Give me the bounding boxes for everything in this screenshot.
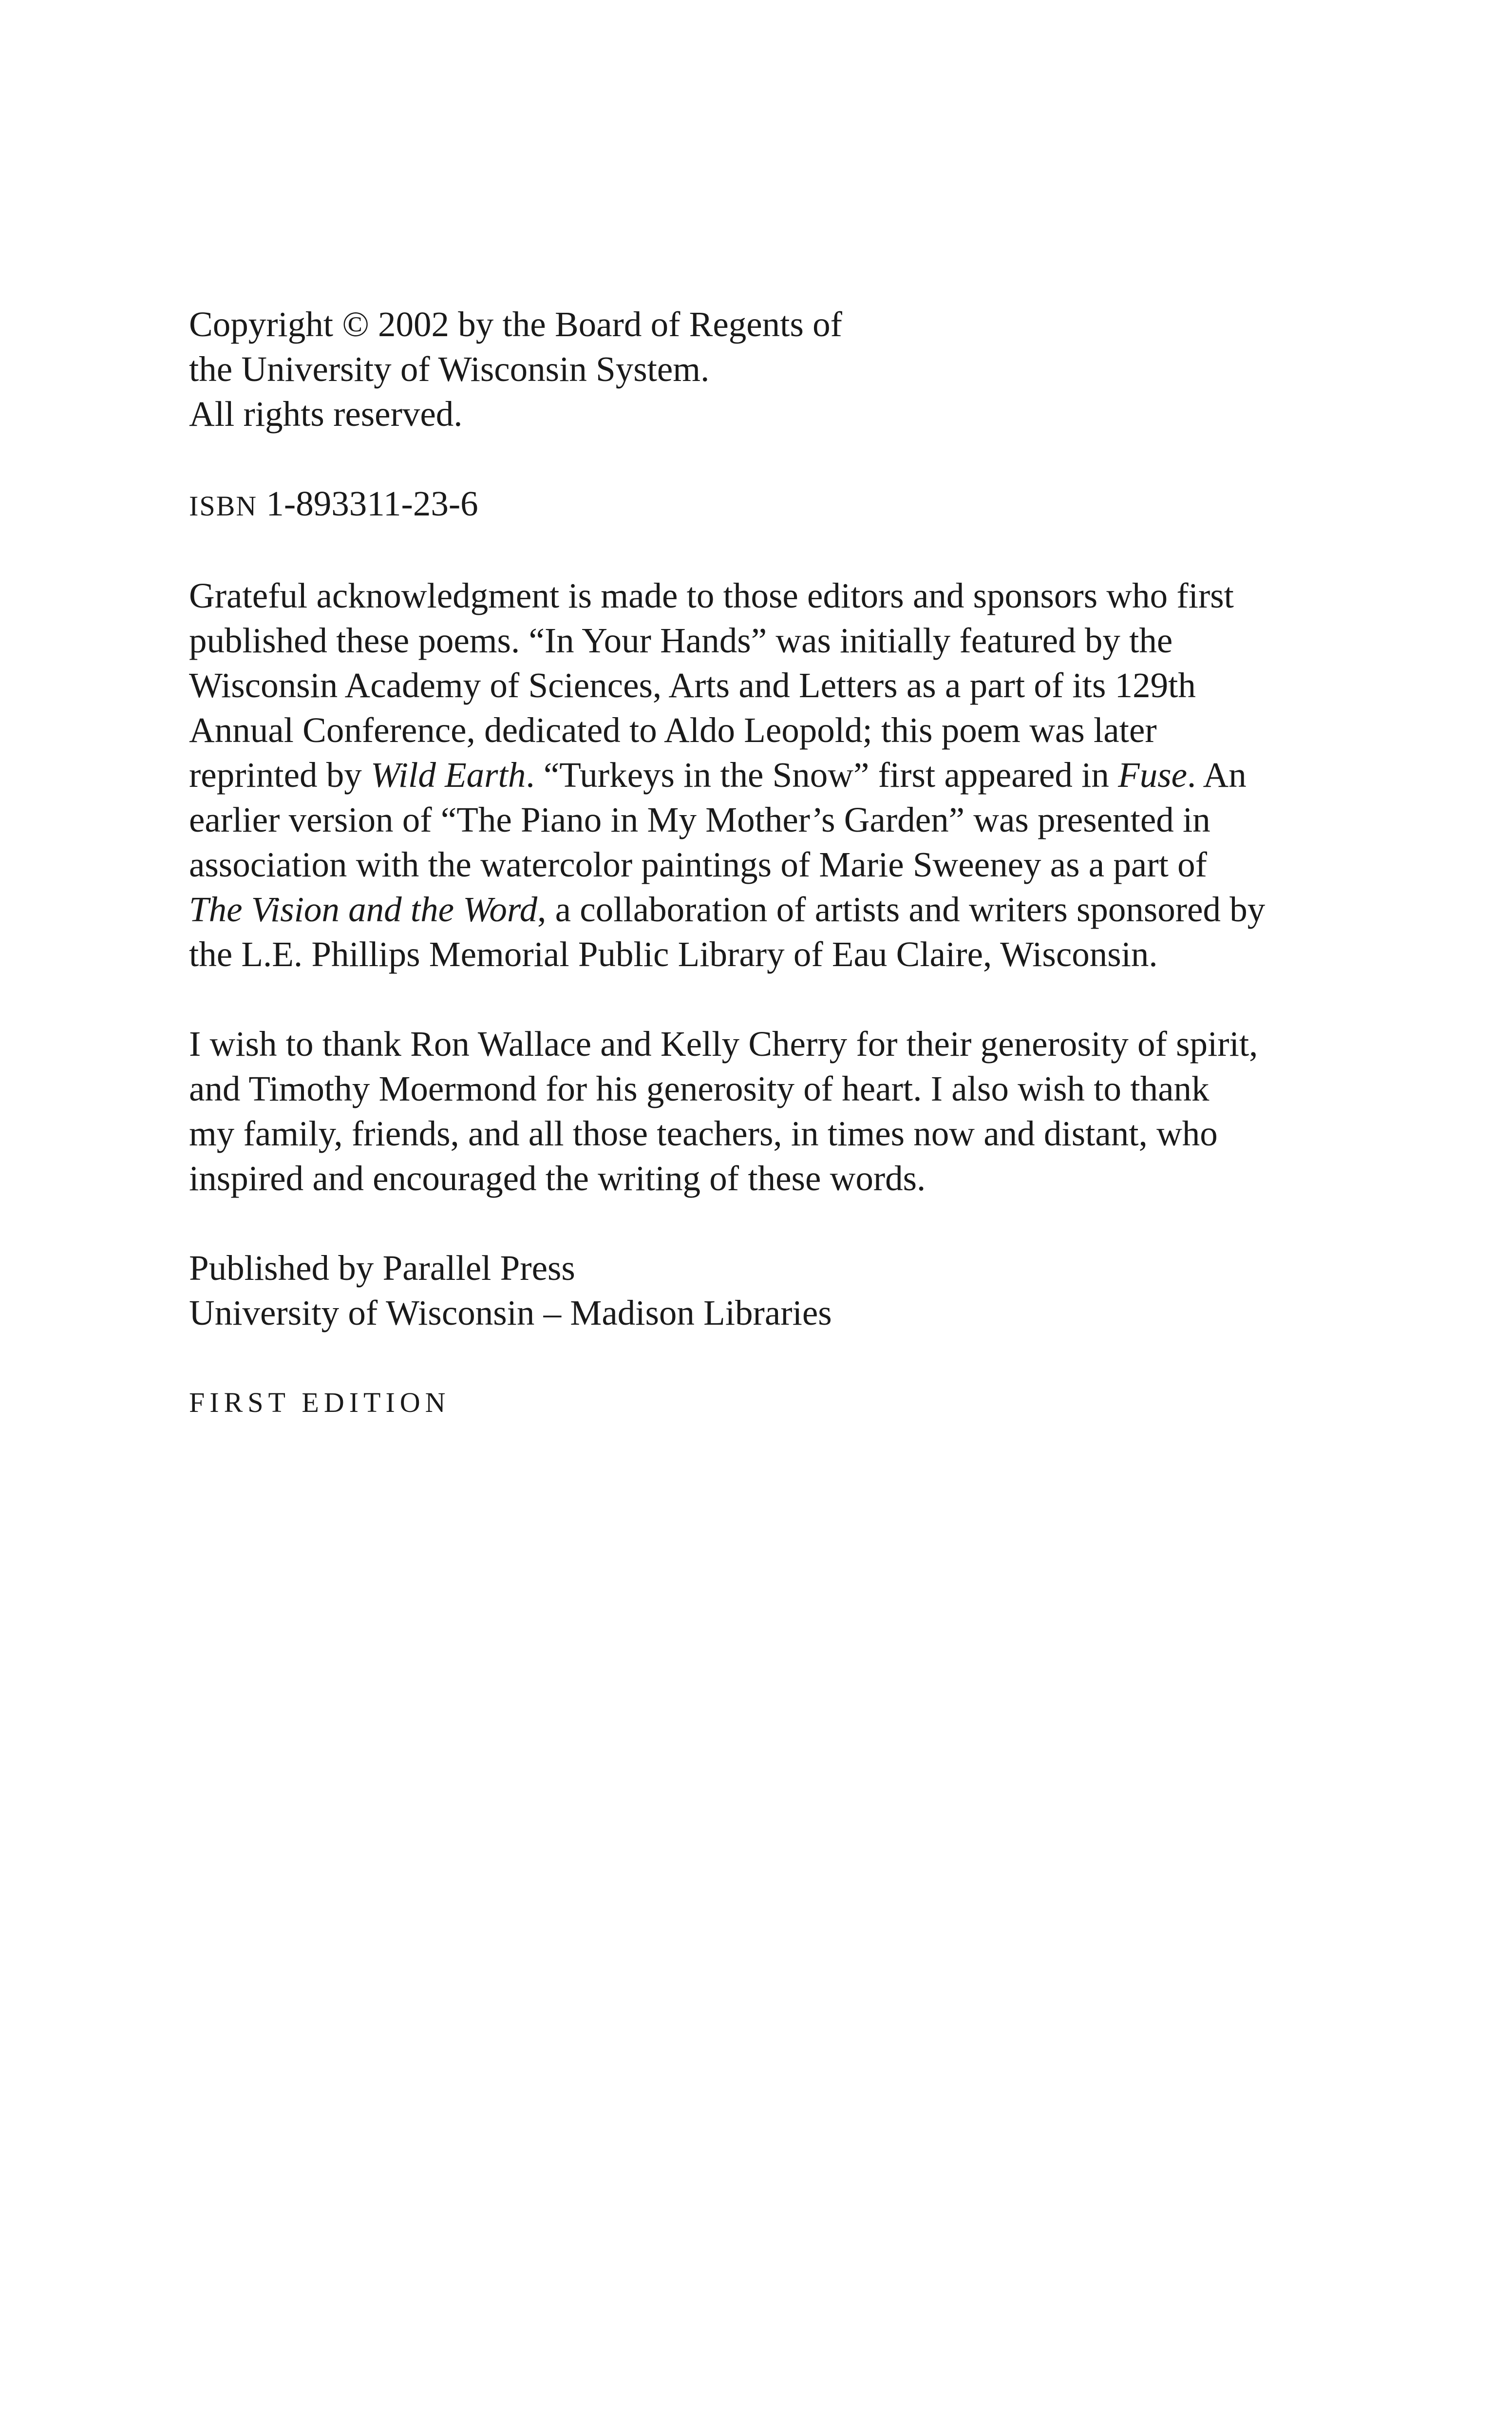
copyright-line-3: All rights reserved.	[189, 394, 463, 434]
publisher-info	[189, 1246, 1378, 1335]
edition-text: FIRST EDITION	[189, 1387, 451, 1418]
publisher-line-1: Published by Parallel Press	[189, 1248, 575, 1288]
copyright-line-2: the University of Wisconsin System.	[189, 349, 710, 389]
copyright-line-1: Copyright © 2002 by the Board of Regents of	[189, 304, 842, 344]
ack-line: association with the watercolor paintings of Marie Sweeney as a part of	[189, 845, 1207, 884]
thanks-paragraph	[189, 1022, 1378, 1201]
journal-title: Wild Earth	[370, 755, 526, 795]
ack-text: , a collaboration of artists and writers sponsored by	[537, 890, 1266, 929]
ack-line: published these poems. “In Your Hands” was initially featured by the	[189, 621, 1173, 660]
ack-text: . “Turkeys in the Snow” first appeared in	[526, 755, 1118, 795]
journal-title: Fuse	[1118, 755, 1188, 795]
ack-line: Grateful acknowledgment is made to those editors and sponsors who first	[189, 576, 1234, 615]
thanks-line: inspired and encouraged the writing of these words.	[189, 1159, 926, 1198]
ack-line	[189, 887, 1378, 932]
ack-line: earlier version of “The Piano in My Mother’s Garden” was presented in	[189, 800, 1210, 839]
edition-label	[189, 1380, 1378, 1425]
ack-line: the L.E. Phillips Memorial Public Library of Eau Claire, Wisconsin.	[189, 934, 1158, 974]
isbn-label: ISBN	[189, 490, 258, 522]
acknowledgment-paragraph	[189, 573, 1378, 977]
thanks-line: and Timothy Moermond for his generosity of heart. I also wish to thank	[189, 1069, 1210, 1108]
ack-text: . An	[1187, 755, 1247, 795]
ack-line: Wisconsin Academy of Sciences, Arts and Letters as a part of its 129th	[189, 666, 1196, 705]
thanks-line: I wish to thank Ron Wallace and Kelly Cherry for their generosity of spirit,	[189, 1024, 1258, 1064]
ack-line: Annual Conference, dedicated to Aldo Leopold; this poem was later	[189, 710, 1157, 750]
copyright-page	[189, 302, 1378, 1425]
isbn	[189, 481, 1378, 529]
publisher-line-2: University of Wisconsin – Madison Libraries	[189, 1293, 832, 1332]
thanks-line: my family, friends, and all those teachers, in times now and distant, who	[189, 1114, 1218, 1153]
isbn-number: 1-893311-23-6	[266, 484, 478, 523]
ack-line	[189, 753, 1378, 798]
ack-text: reprinted by	[189, 755, 371, 795]
project-title: The Vision and the Word	[189, 890, 538, 929]
copyright-notice	[189, 302, 1378, 437]
